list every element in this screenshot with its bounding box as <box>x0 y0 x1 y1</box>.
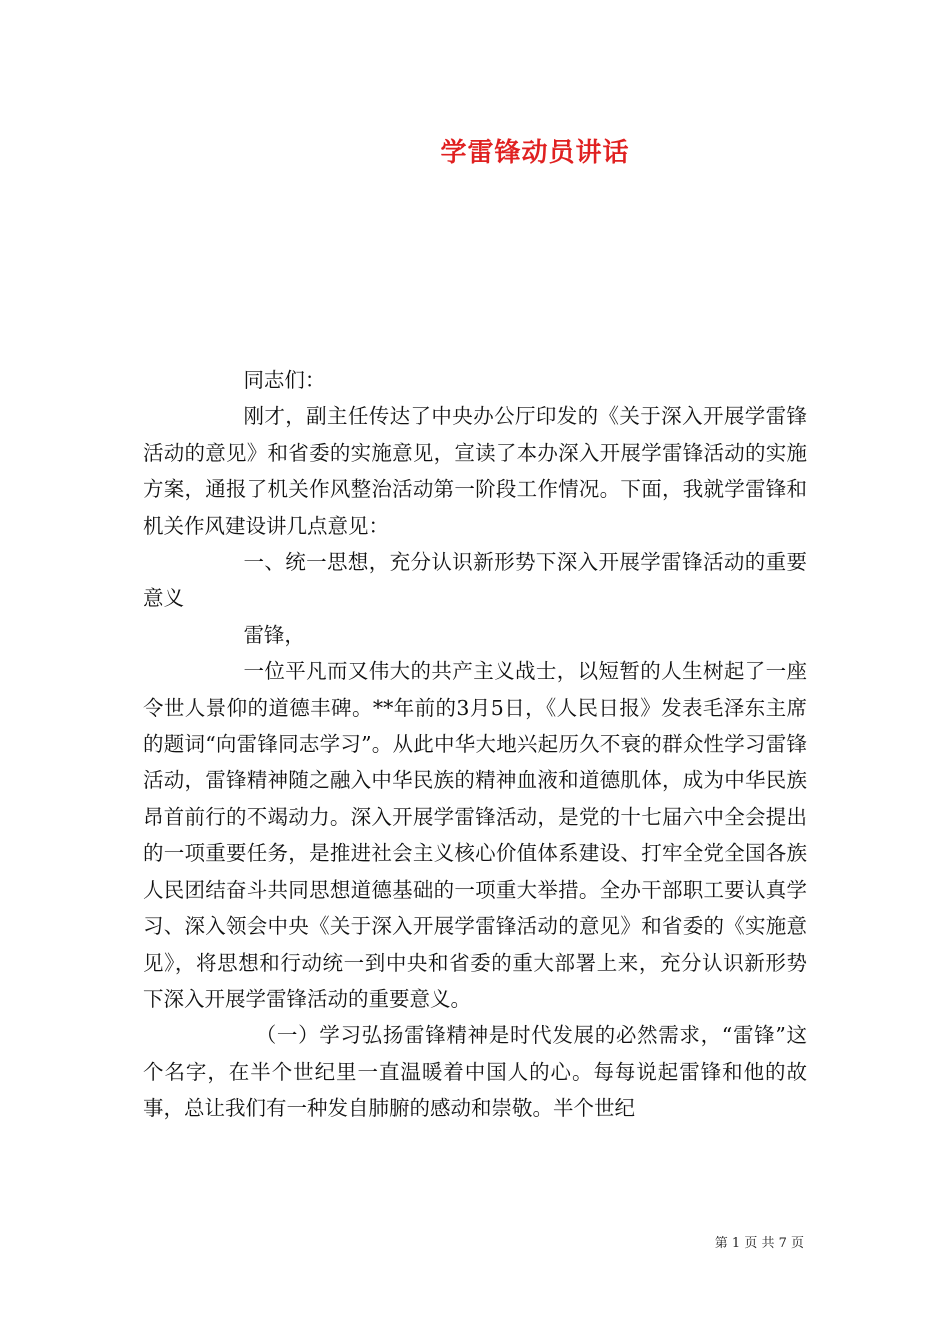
paragraph-section-one: （一）学习弘扬雷锋精神是时代发展的必然需求，“雷锋”这个名字，在半个世纪里一直温暖着中国人的心。每每说起雷锋和他的故事，总让我们有一种发自肺腑的感动和崇敬。半个世纪 <box>143 1023 807 1121</box>
paragraph-salutation: 同志们： <box>243 368 326 392</box>
paragraph-intro: 刚才，副主任传达了中央办公厅印发的《关于深入开展学雷锋活动的意见》和省委的实施意见，宣读了本办深入开展学雷锋活动的实施方案，通报了机关作风整治活动第一阶段工作情况。下面，我就学雷锋和机关作风建设讲几点意见： <box>143 404 807 538</box>
document-title: 学雷锋动员讲话 <box>440 138 630 168</box>
paragraph-leifeng: 雷锋， <box>243 622 305 647</box>
document-body <box>143 362 807 1127</box>
page-footer: 第 1 页 共 7 页 <box>714 1236 804 1251</box>
paragraph-body-main: 一位平凡而又伟大的共产主义战士，以短暂的人生树起了一座令世人景仰的道德丰碑。**年前的3月5日，《人民日报》发表毛泽东主席的题词“向雷锋同志学习”。从此中华大地兴起历久不衰的群众性学习雷锋活动，雷锋精神随之融入中华民族的精神血液和道德肌体，成为中华民族昂首前行的不竭动力。深入开展学雷锋活动，是党的十七届六中全会提出的一项重要任务，是推进社会主义核心价值体系建设、打牢全党全国各族人民团结奋斗共同思想道德基础的一项重大举措。全办干部职工要认真学习、深入领会中央《关于深入开展学雷锋活动的意见》和省委的《实施意见》，将思想和行动统一到中央和省委的重大部署上来，充分认识新形势下深入开展学雷锋活动的重要意义。 <box>143 659 807 1011</box>
paragraph-heading-one: 一、统一思想，充分认识新形势下深入开展学雷锋活动的重要意义 <box>143 550 807 611</box>
